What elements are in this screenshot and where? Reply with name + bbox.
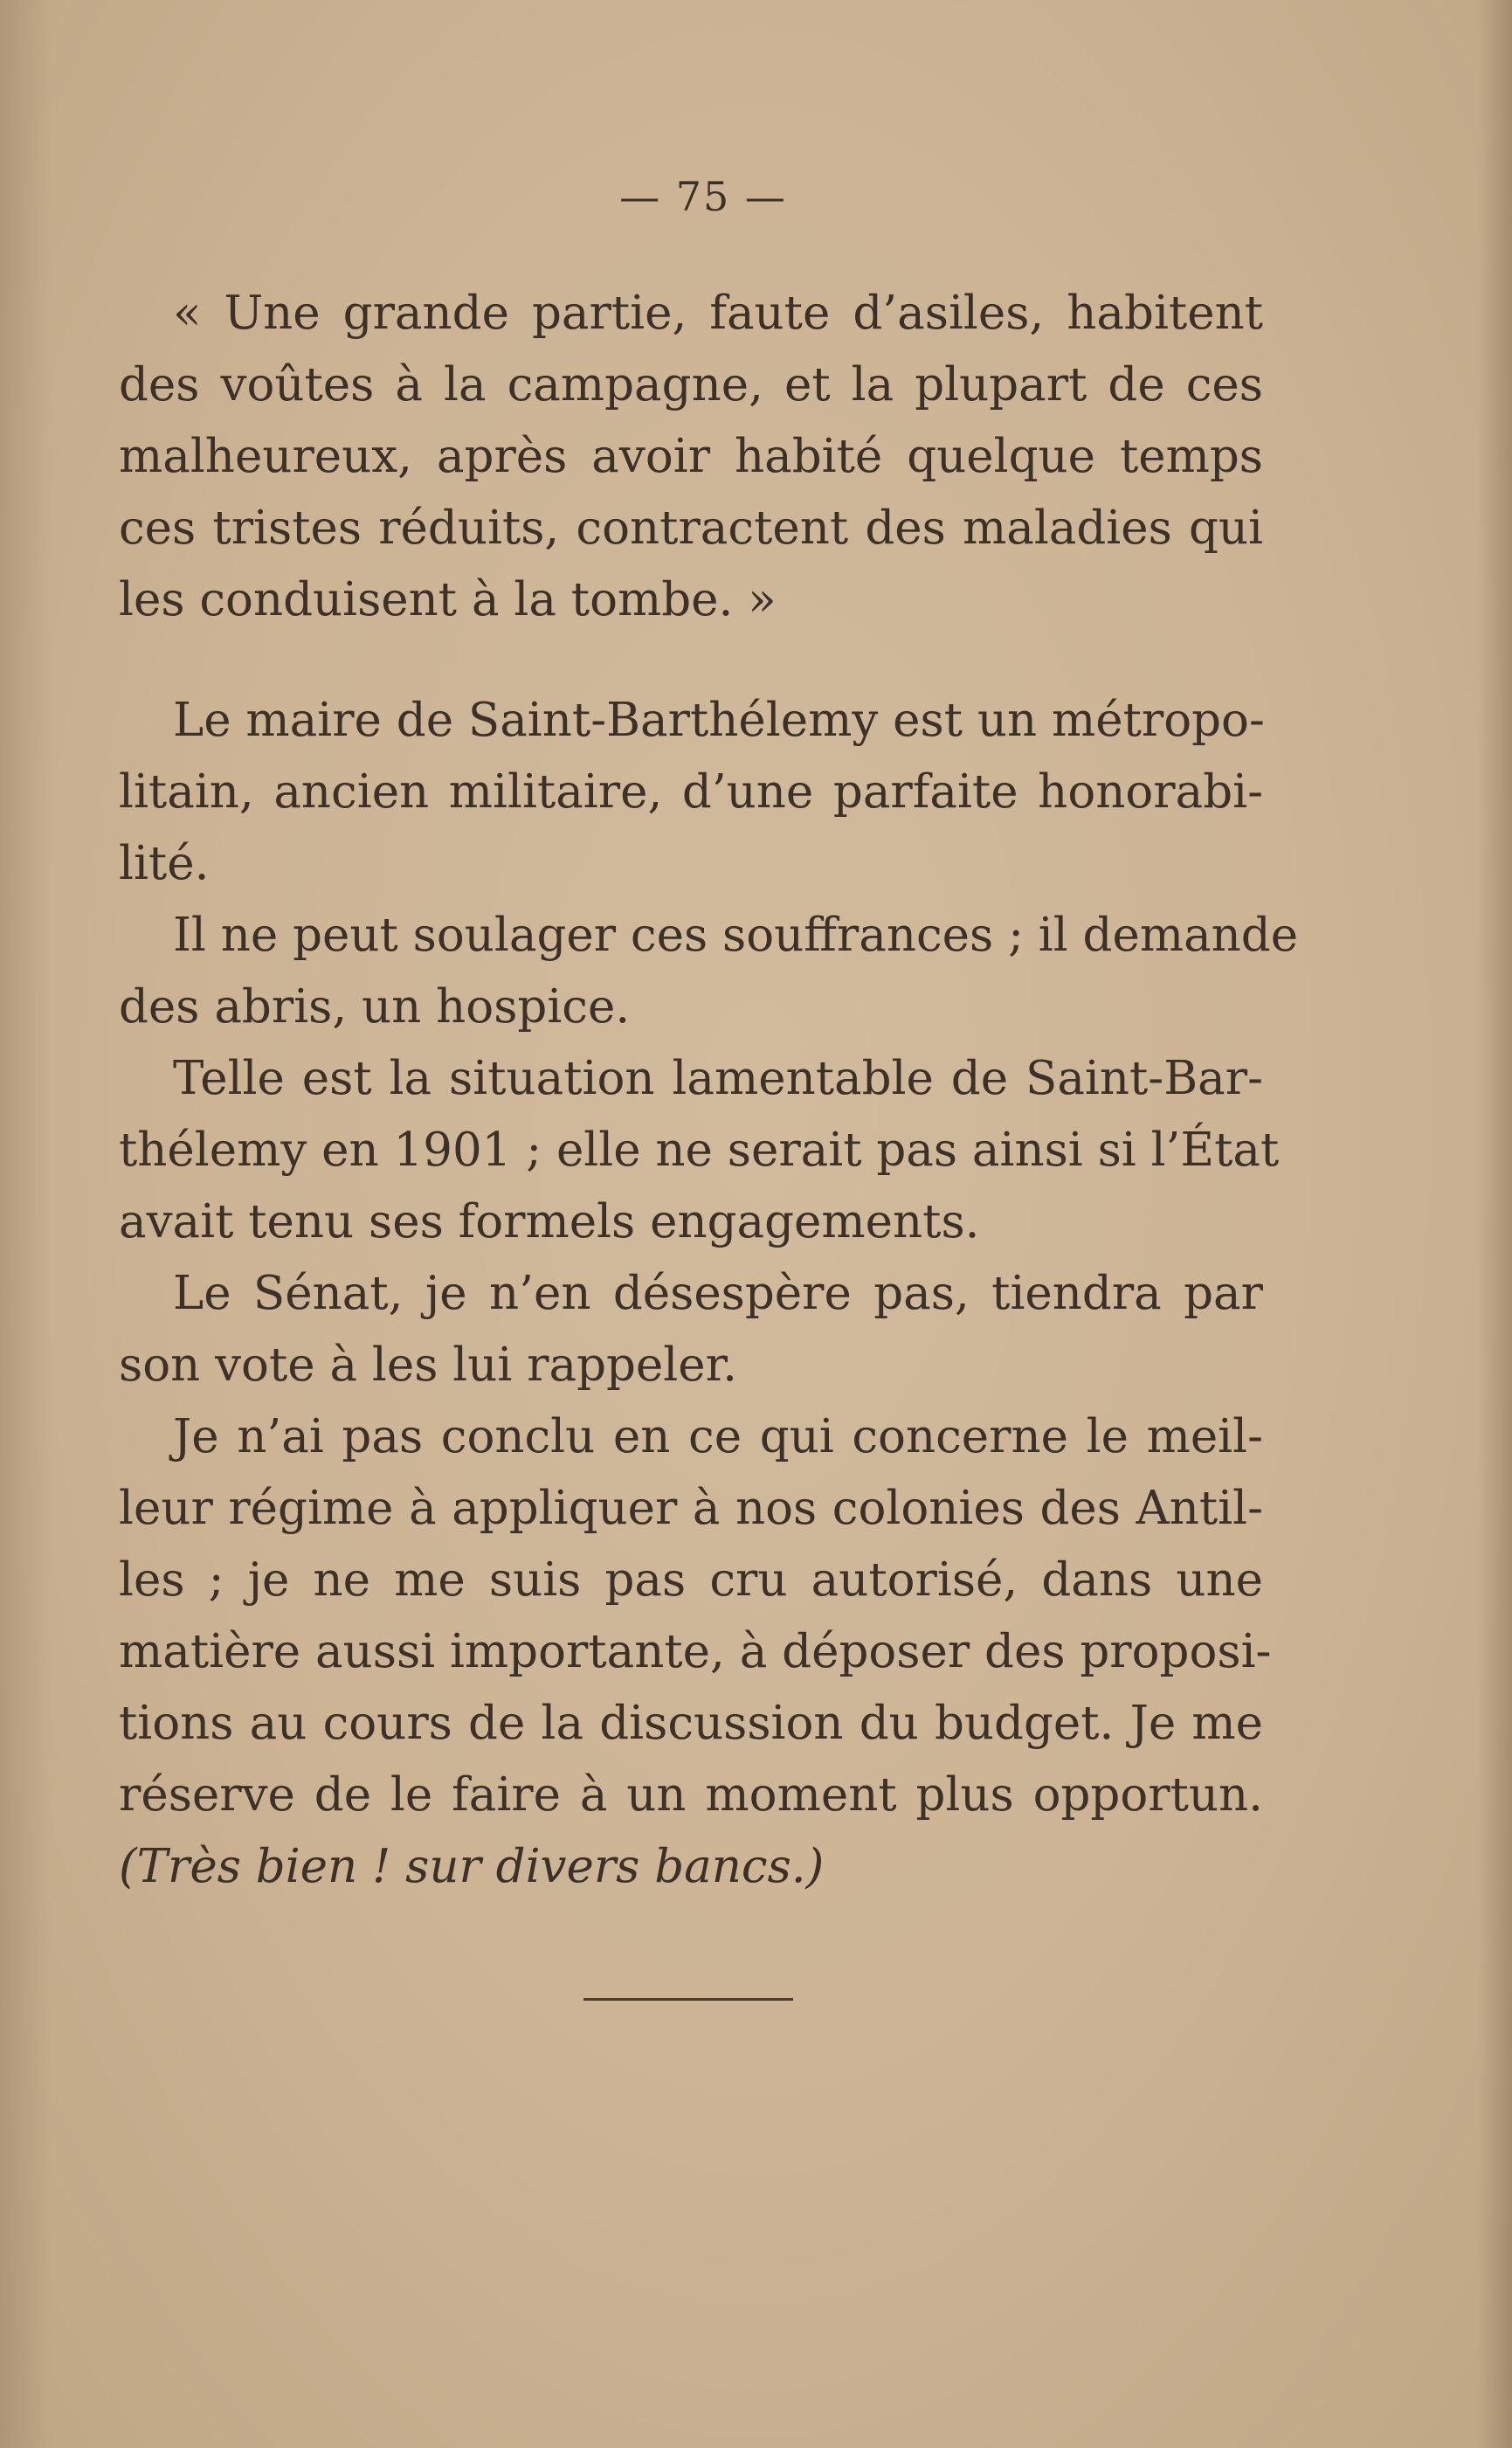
- paragraph-senate: [119, 1258, 1263, 1401]
- page-edge-shadow-right: [1477, 0, 1512, 2448]
- text-line: leur régime à appliquer à nos colonies des Antil-: [119, 1482, 1263, 1535]
- text-line: réserve de le faire à un moment plus opportun.: [119, 1768, 1263, 1822]
- page-edge-shadow-left: [0, 0, 52, 2448]
- applause-note: (Très bien ! sur divers bancs.): [119, 1840, 825, 1893]
- paragraph-quote: [119, 278, 1263, 636]
- text-line: son vote à les lui rappeler.: [119, 1338, 737, 1392]
- text-line: litain, ancien militaire, d’une parfaite honorabi-: [119, 765, 1263, 819]
- text-line: les ; je ne me suis pas cru autorisé, dans une: [119, 1553, 1263, 1607]
- text-line: avait tenu ses formels engagements.: [119, 1195, 980, 1248]
- text-line: Je n’ai pas conclu en ce qui concerne le meil-: [173, 1410, 1263, 1463]
- text-line: thélemy en 1901 ; elle ne serait pas ainsi si l’État: [119, 1124, 1280, 1177]
- paragraph-relief: [119, 900, 1299, 1043]
- text-line: « Une grande partie, faute d’asiles, habitent: [173, 287, 1263, 340]
- text-line: Le maire de Saint-Barthélemy est un métropo-: [173, 694, 1265, 747]
- text-line: des abris, un hospice.: [119, 980, 631, 1034]
- page-number: — 75 —: [619, 173, 787, 220]
- text-line: malheureux, après avoir habité quelque temps: [119, 430, 1263, 483]
- text-line: ces tristes réduits, contractent des maladies qui: [119, 501, 1263, 555]
- text-line: lité.: [119, 837, 210, 890]
- text-line: les conduisent à la tombe. »: [119, 573, 777, 626]
- paragraph-conclusion: [119, 1401, 1272, 1903]
- text-line: matière aussi importante, à déposer des proposi-: [119, 1625, 1272, 1678]
- paragraph-situation: [119, 1043, 1280, 1258]
- paragraph-spacer: [119, 636, 1263, 685]
- closing-rule: [583, 1998, 793, 2001]
- text-line: Le Sénat, je n’en désespère pas, tiendra par: [173, 1267, 1263, 1320]
- body-text: [119, 278, 1299, 1903]
- paragraph-mayor: [119, 685, 1263, 900]
- text-line: tions au cours de la discussion du budget. Je me: [119, 1697, 1263, 1750]
- text-line: Il ne peut soulager ces souffrances ; il demande: [173, 909, 1299, 962]
- text-line: des voûtes à la campagne, et la plupart de ces: [119, 358, 1263, 411]
- text-line: Telle est la situation lamentable de Saint-Bar-: [173, 1052, 1263, 1105]
